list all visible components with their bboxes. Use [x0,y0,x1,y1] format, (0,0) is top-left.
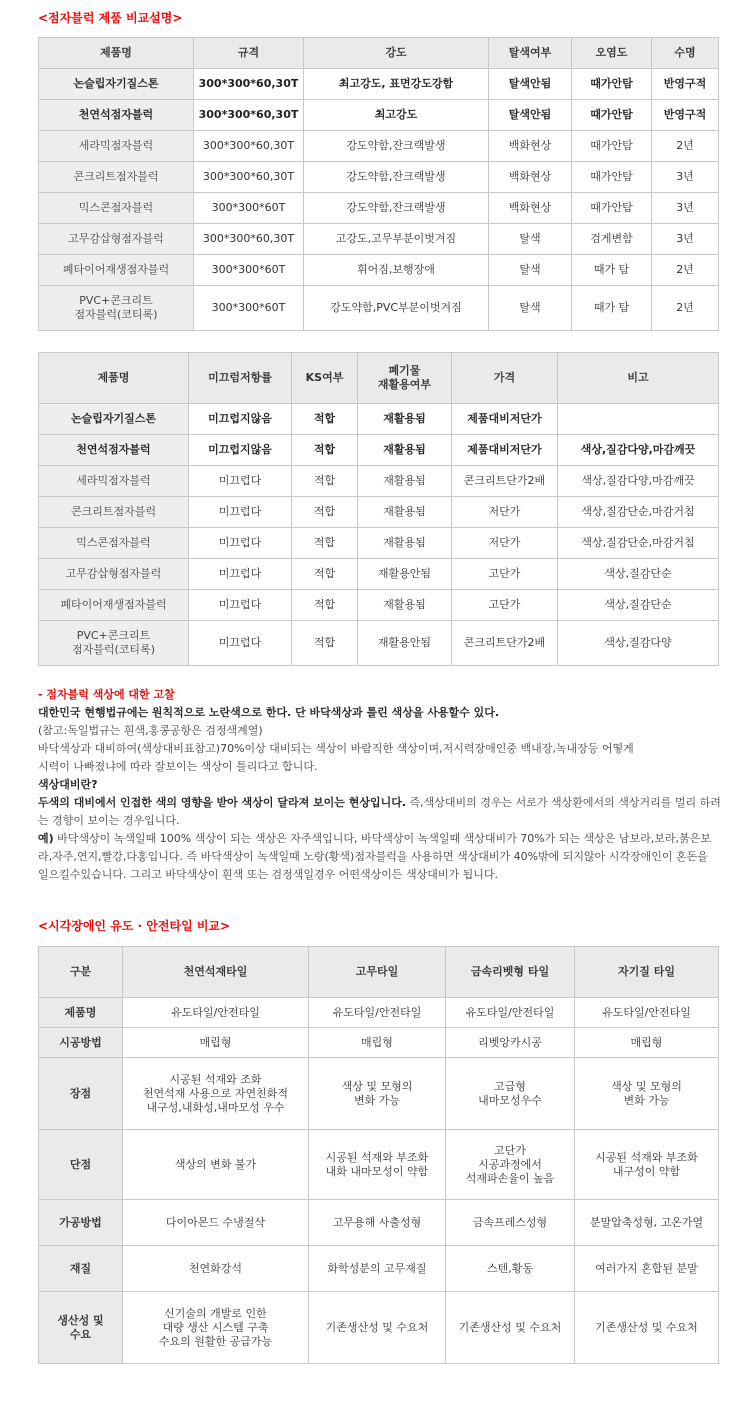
table-cell: 재활용됨 [358,497,452,528]
table-cell: 기존생산성 및 수요처 [446,1292,575,1364]
table-header-row [39,38,719,69]
table-cell: 적합 [292,621,358,666]
table-cell: 기존생산성 및 수요처 [309,1292,446,1364]
table-row [39,131,719,162]
notes-heading: - 점자블럭 색상에 대한 고찰 [38,688,175,701]
table-header-row [39,947,719,998]
table-cell: 유도타일/안전타일 [309,998,446,1028]
table-cell: 색상,질감다양,마감깨끗 [558,435,719,466]
row-label-cell: 믹스콘점자블럭 [39,528,189,559]
table-cell: 재활용됨 [358,435,452,466]
row-label-cell: 논슬립자기질스톤 [39,404,189,435]
table-cell: 기존생산성 및 수요처 [575,1292,719,1364]
table-row [39,224,719,255]
table-row [39,162,719,193]
table-cell: 반영구적 [652,100,719,131]
column-header: 자기질 타일 [575,947,719,998]
table-cell: 강도약함,잔크랙발생 [304,131,489,162]
table-cell: 다이아몬드 수냉절삭 [123,1200,309,1246]
table-cell: 시공된 석재와 조화 천연석재 사용으로 자연친화적 내구성,내화성,내마모성 우수 [123,1058,309,1130]
table-cell: 검게변함 [572,224,652,255]
table-cell: 콘크리트단가2배 [452,466,558,497]
row-label-cell: 폐타이어재생점자블럭 [39,590,189,621]
table-cell: 재활용됨 [358,590,452,621]
table-cell: 미끄럽다 [189,590,292,621]
column-header: 금속리벳형 타일 [446,947,575,998]
table-cell: 강도약함,잔크랙발생 [304,193,489,224]
table-cell: 탈색 [489,286,572,331]
table-cell: 저단가 [452,528,558,559]
table-cell: 300*300*60T [194,193,304,224]
table-cell: 미끄럽다 [189,559,292,590]
table-row [39,255,719,286]
table-row [39,1200,719,1246]
row-label-cell: 믹스콘점자블럭 [39,193,194,224]
table-cell: 재활용안됨 [358,559,452,590]
table-row [39,286,719,331]
table-cell: 유도타일/안전타일 [575,998,719,1028]
table-row [39,559,719,590]
table-cell: 저단가 [452,497,558,528]
table-cell: 시공된 석재와 부조화 내화 내마모성이 약함 [309,1130,446,1200]
notes-line: (참고:독일법규는 흰색,홍콩공항은 검정색계열) [38,724,263,737]
notes-definition [38,794,722,830]
column-header: 폐기물 재활용여부 [358,353,452,404]
table-row [39,435,719,466]
table-cell: 적합 [292,497,358,528]
column-header: 고무타일 [309,947,446,998]
table-cell: 제품대비저단가 [452,435,558,466]
column-header: 규격 [194,38,304,69]
table-cell: 탈색 [489,224,572,255]
table-cell: 300*300*60T [194,286,304,331]
tile-comparison-table [38,946,719,1364]
table-cell: 때가안탐 [572,69,652,100]
notes-line: 바닥색상과 대비하여(색상대비표참고)70%이상 대비되는 색상이 바람직한 색상이며,저시력장애인중 백내장,녹내장등 어떻게 [38,742,634,755]
table-cell: 신기술의 개발로 인한 대량 생산 시스템 구축 수요의 원활한 공급가능 [123,1292,309,1364]
table-cell: 300*300*60T [194,255,304,286]
row-label-cell: 세라믹점자블럭 [39,466,189,497]
table-cell: 백화현상 [489,131,572,162]
row-label-cell: 논슬립자기질스톤 [39,69,194,100]
table-row [39,1058,719,1130]
table-row [39,193,719,224]
block-spec-table [38,37,719,331]
row-label-cell: 세라믹점자블럭 [39,131,194,162]
table-cell: 재활용안됨 [358,621,452,666]
table-cell: 강도약함,PVC부분이벗겨짐 [304,286,489,331]
table-cell: 스텐,황동 [446,1246,575,1292]
table-cell: 300*300*60,30T [194,162,304,193]
column-header: 오염도 [572,38,652,69]
column-header: KS여부 [292,353,358,404]
table-row [39,497,719,528]
table-cell: 재활용됨 [358,404,452,435]
table-row [39,998,719,1028]
column-header: 천연석재타일 [123,947,309,998]
table-cell: 백화현상 [489,193,572,224]
table-cell: 미끄럽다 [189,497,292,528]
table-cell: 3년 [652,193,719,224]
section-title-block-comparison: <점자블럭 제품 비교설명> [38,11,183,25]
row-label-cell: 콘크리트점자블럭 [39,497,189,528]
row-label-cell: 제품명 [39,998,123,1028]
table-cell: 강도약함,잔크랙발생 [304,162,489,193]
table-cell: 미끄럽지않음 [189,435,292,466]
table-cell: 제품대비저단가 [452,404,558,435]
table-cell: 때가안탐 [572,131,652,162]
table-cell: 2년 [652,131,719,162]
row-label-cell: 천연석점자블럭 [39,100,194,131]
table-cell: 적합 [292,559,358,590]
table-cell: 2년 [652,286,719,331]
table-row [39,100,719,131]
row-label-cell: 고무감삽형점자블럭 [39,559,189,590]
table-cell: 고급형 내마모성우수 [446,1058,575,1130]
table-row [39,69,719,100]
table-cell: 유도타일/안전타일 [446,998,575,1028]
column-header: 탈색여부 [489,38,572,69]
table-cell: 적합 [292,466,358,497]
row-label-cell: 장점 [39,1058,123,1130]
table-cell [558,404,719,435]
row-label-cell: 폐타이어재생점자블럭 [39,255,194,286]
table-cell: 시공된 석재와 부조화 내구성이 약함 [575,1130,719,1200]
table-cell: 최고강도 [304,100,489,131]
table-cell: 색상,질감단순,마감거침 [558,497,719,528]
table-cell: 300*300*60,30T [194,69,304,100]
table-cell: 때가안탐 [572,100,652,131]
table-cell: 백화현상 [489,162,572,193]
table-cell: 매립형 [575,1028,719,1058]
row-label-cell: 단점 [39,1130,123,1200]
table-cell: 탈색안됨 [489,69,572,100]
table-cell: 색상 및 모형의 변화 가능 [575,1058,719,1130]
table-row [39,1292,719,1364]
table-cell: 색상,질감단순 [558,590,719,621]
section-title-tile-comparison: <시각장애인 유도 · 안전타일 비교> [38,919,231,933]
example-label: 예) [38,832,54,845]
table-cell: 유도타일/안전타일 [123,998,309,1028]
column-header: 제품명 [39,353,189,404]
table-cell: 색상의 변화 불가 [123,1130,309,1200]
column-header: 비고 [558,353,719,404]
column-header: 강도 [304,38,489,69]
definition-bold: 두색의 대비에서 인접한 색의 영향을 받아 색상이 달라져 보이는 현상입니다. [38,796,407,809]
table-cell: 반영구적 [652,69,719,100]
table-row [39,466,719,497]
table-cell: 고단가 [452,559,558,590]
definition-rest: 즉,색상대비의 경우는 서로가 색상환에서의 색상거리를 멀리 하려는 경향이 보이는 경우입니다. [38,796,721,827]
table-cell: 미끄럽다 [189,466,292,497]
color-notes [38,686,722,884]
row-label-cell: 생산성 및 수요 [39,1292,123,1364]
table-cell: 색상,질감단순 [558,559,719,590]
row-label-cell: 재질 [39,1246,123,1292]
notes-line: 대한민국 현행법규에는 원칙적으로 노란색으로 한다. 단 바닥색상과 틀린 색상을 사용할수 있다. [38,706,500,719]
table-cell: 천연화강석 [123,1246,309,1292]
table-cell: 고단가 [452,590,558,621]
table-cell: 때가 탐 [572,255,652,286]
table-cell: 때가 탐 [572,286,652,331]
table-cell: 3년 [652,162,719,193]
table-cell: 미끄럽다 [189,528,292,559]
table-cell: 탈색 [489,255,572,286]
table-cell: 색상,질감단순,마감거침 [558,528,719,559]
table-cell: 300*300*60,30T [194,224,304,255]
table-cell: 적합 [292,528,358,559]
table-cell: 고무용해 사출성형 [309,1200,446,1246]
table-cell: 화학성분의 고무재질 [309,1246,446,1292]
table-cell: 때가안탐 [572,193,652,224]
table-cell: 3년 [652,224,719,255]
table-cell: 고강도,고무부분이벗겨짐 [304,224,489,255]
row-label-cell: 고무감삽형점자블럭 [39,224,194,255]
table-row [39,621,719,666]
table-cell: 적합 [292,435,358,466]
table-cell: 색상,질감다양 [558,621,719,666]
notes-example [38,830,722,884]
column-header: 구분 [39,947,123,998]
table-row [39,590,719,621]
table-cell: 재활용됨 [358,528,452,559]
column-header: 가격 [452,353,558,404]
table-cell: 탈색안됨 [489,100,572,131]
table-cell: 여러가지 혼합된 분말 [575,1246,719,1292]
column-header: 수명 [652,38,719,69]
table-cell: 미끄럽지않음 [189,404,292,435]
table-row [39,528,719,559]
table-cell: 고단가 시공과정에서 석재파손율이 높음 [446,1130,575,1200]
table-cell: 콘크리트단가2배 [452,621,558,666]
table-cell: 미끄럽다 [189,621,292,666]
example-text: 바닥색상이 녹색일때 100% 색상이 되는 색상은 자주색입니다, 바닥색상이 녹색일때 색상대비가 70%가 되는 색상은 남보라,보라,붉은보라,자주,연지,빨강,다홍입니다. 즉 바닥색상이 녹색일때 노랑(황색)점자블럭을 사용하면 색상대비가 40%밖에 되지않아 시각장애인이 혼돈을 일으킬수있습니다. 그리고 바닥색상이 흰색 또는 검정색일경우 어떤색상이든 색상대비가 됩니다. [38,832,711,881]
row-label-cell: 천연석점자블럭 [39,435,189,466]
table-cell: 금속프레스성형 [446,1200,575,1246]
table-row [39,1130,719,1200]
column-header: 미끄럼저항률 [189,353,292,404]
row-label-cell: 콘크리트점자블럭 [39,162,194,193]
table-header-row [39,353,719,404]
table-row [39,1246,719,1292]
table-cell: 매립형 [123,1028,309,1058]
block-quality-table [38,352,719,666]
table-cell: 재활용됨 [358,466,452,497]
table-cell: 때가안탐 [572,162,652,193]
table-cell: 2년 [652,255,719,286]
table-cell: 300*300*60,30T [194,131,304,162]
table-cell: 적합 [292,590,358,621]
row-label-cell: 시공방법 [39,1028,123,1058]
table-cell: 300*300*60,30T [194,100,304,131]
row-label-cell: PVC+콘크리트 점자블럭(코티록) [39,286,194,331]
table-row [39,404,719,435]
column-header: 제품명 [39,38,194,69]
table-cell: 매립형 [309,1028,446,1058]
table-cell: 색상,질감다양,마감깨끗 [558,466,719,497]
table-cell: 분말압축성형, 고온가열 [575,1200,719,1246]
notes-question: 색상대비란? [38,778,98,791]
row-label-cell: 가공방법 [39,1200,123,1246]
row-label-cell: PVC+콘크리트 점자블럭(코티록) [39,621,189,666]
table-cell: 리벳앙카시공 [446,1028,575,1058]
notes-line: 시력이 나빠졌냐에 따라 잘보이는 색상이 틀리다고 합니다. [38,760,318,773]
table-cell: 휘어짐,보행장애 [304,255,489,286]
table-cell: 색상 및 모형의 변화 가능 [309,1058,446,1130]
table-row [39,1028,719,1058]
table-cell: 적합 [292,404,358,435]
table-cell: 최고강도, 표면강도강함 [304,69,489,100]
